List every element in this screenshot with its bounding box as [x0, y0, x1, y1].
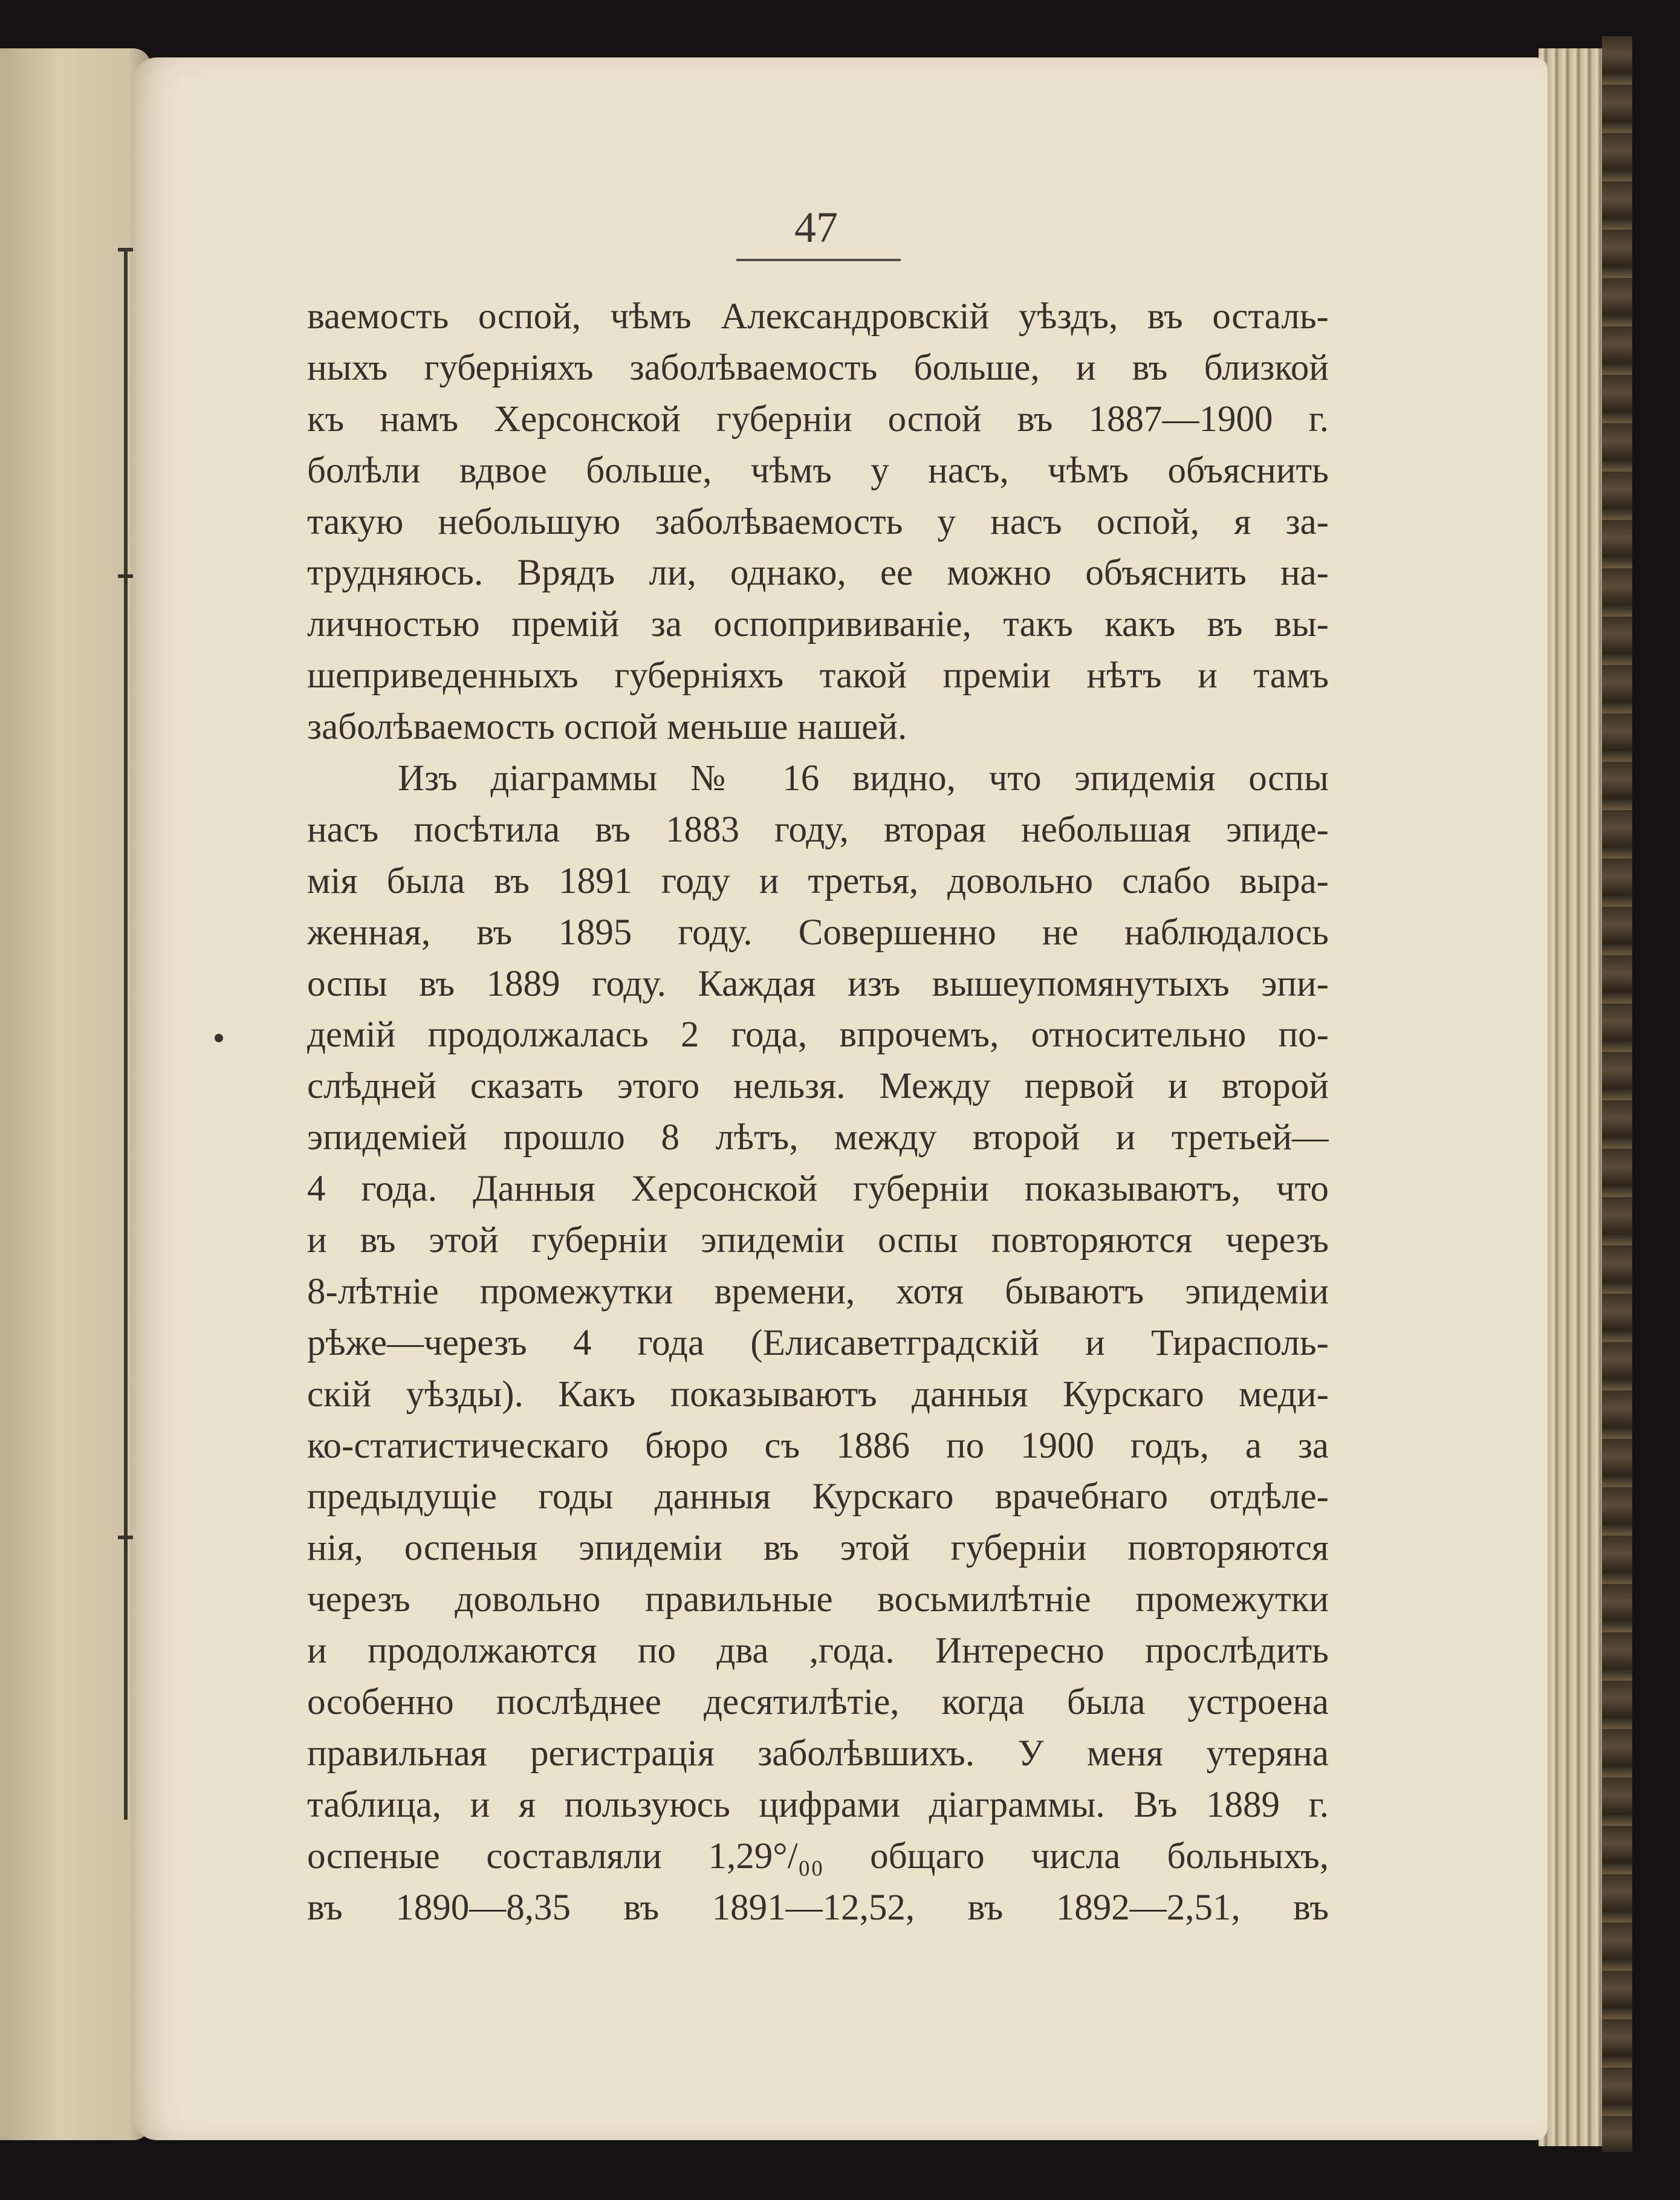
- text-line: таблица, и я пользуюсь цифрами діаграммы. Въ 1889 г.: [307, 1784, 1329, 1825]
- text-line: правильная регистрація заболѣвшихъ. У меня утеряна: [307, 1733, 1329, 1774]
- page-number-rule: [736, 259, 901, 261]
- text-line: демій продолжалась 2 года, впрочемъ, относительно по-: [307, 1014, 1329, 1056]
- text-line: предыдущіе годы данныя Курскаго врачебнаго отдѣле-: [307, 1476, 1329, 1517]
- text-line: женная, въ 1895 году. Совершенно не наблюдалось: [307, 912, 1329, 953]
- text-line: нія, оспеныя эпидеміи въ этой губерніи повторяются: [307, 1528, 1329, 1569]
- text-line: шеприведенныхъ губерніяхъ такой преміи нѣтъ и тамъ: [307, 655, 1329, 696]
- text-line: эпидеміей прошло 8 лѣтъ, между второй и третьей—: [307, 1117, 1329, 1158]
- text-line: ныхъ губерніяхъ заболѣваемость больше, и въ близкой: [307, 347, 1329, 388]
- binding-line: [124, 248, 128, 1820]
- text-line: 8-лѣтніе промежутки времени, хотя бываютъ эпидеміи: [307, 1271, 1329, 1312]
- previous-page-edge: [0, 48, 151, 2140]
- text-line: мія была въ 1891 году и третья, довольно слабо выра-: [307, 860, 1329, 901]
- text-line: особенно послѣднее десятилѣтіе, когда была устроена: [307, 1682, 1329, 1723]
- text-line: Изъ діаграммы № 16 видно, что эпидемія оспы: [398, 758, 1329, 799]
- text-line: оспы въ 1889 году. Каждая изъ вышеупомянутыхъ эпи-: [307, 963, 1329, 1004]
- text-line: трудняюсь. Врядъ ли, однако, ее можно объяснить на-: [307, 553, 1329, 594]
- text-line: слѣдней сказать этого нельзя. Между первой и второй: [307, 1066, 1329, 1107]
- page-body-text: [307, 291, 1329, 1934]
- text-line: и продолжаются по два ,года. Интересно прослѣдить: [307, 1631, 1329, 1672]
- text-line: ко-статистическаго бюро съ 1886 по 1900 годъ, а за: [307, 1425, 1329, 1466]
- page-number: 47: [794, 203, 838, 251]
- text-line: личностью премій за оспопрививаніе, такъ какъ въ вы-: [307, 604, 1329, 645]
- text-line: такую небольшую заболѣваемость у насъ оспой, я за-: [307, 501, 1329, 542]
- text-line: 4 года. Данныя Херсонской губерніи показываютъ, что: [307, 1169, 1329, 1210]
- text-line: оспеные составляли 1,29°/₀₀ общаго числа больныхъ,: [307, 1835, 1329, 1877]
- text-line: черезъ довольно правильные восьмилѣтніе промежутки: [307, 1579, 1329, 1620]
- text-line: къ намъ Херсонской губерніи оспой въ 1887—1900 г.: [307, 398, 1329, 440]
- text-line: ваемость оспой, чѣмъ Александровскій уѣздъ, въ осталь-: [307, 296, 1329, 337]
- text-line: въ 1890—8,35 въ 1891—12,52, въ 1892—2,51, въ: [307, 1887, 1329, 1928]
- text-line: скій уѣзды). Какъ показываютъ данныя Курскаго меди-: [307, 1374, 1329, 1415]
- text-line: рѣже—черезъ 4 года (Елисаветградскій и Тирасполь-: [307, 1322, 1329, 1363]
- text-line: заболѣваемость оспой меньше нашей.: [307, 707, 907, 748]
- text-line: болѣли вдвое больше, чѣмъ у насъ, чѣмъ объяснить: [307, 450, 1329, 491]
- text-line: насъ посѣтила въ 1883 году, вторая небольшая эпиде-: [307, 809, 1329, 850]
- margin-mark: [215, 1034, 223, 1042]
- text-line: и въ этой губерніи эпидеміи оспы повторяются черезъ: [307, 1220, 1329, 1261]
- book-cover-edge: [1602, 36, 1632, 2152]
